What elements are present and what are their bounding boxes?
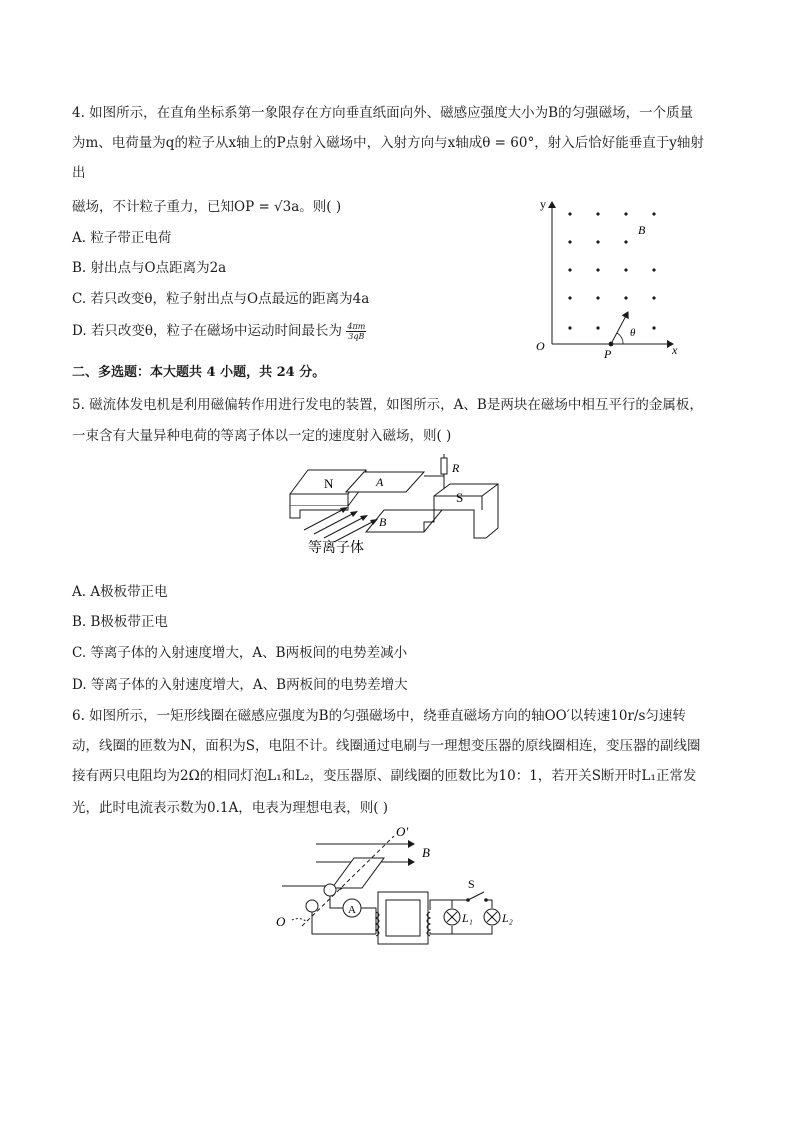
ammeter-label: A [348,904,356,916]
plate-b [366,510,442,532]
q6-figure [272,822,520,952]
resistor-label: R [452,461,460,475]
q4-line-4: 磁场，不计粒子重力，已知OP = √3a。则( ) [72,199,342,215]
q5-option-a: A. A极板带正电 [72,584,168,600]
q5-option-b: B. B极板带正电 [72,614,168,630]
q6-line-1: 6. 如图所示，一矩形线圈在磁感应强度为B的匀强磁场中，绕垂直磁场方向的轴OO′以转速10r/s匀速转 [72,708,686,724]
fraction-numerator: 4πm [347,322,366,331]
q5-figure [284,448,506,554]
q5-line-2: 一束含有大量异种电荷的等离子体以一定的速度射入磁场，则( ) [72,428,452,444]
q4-option-a: A. 粒子带正电荷 [72,230,172,246]
q4-figure [528,192,688,360]
q4-line-2: 为m、电荷量为q的粒子从x轴上的P点射入磁场中，入射方向与x轴成θ = 60°，射入后恰好能垂直于y轴射 [72,135,704,151]
point-p-label: P [604,347,612,360]
q5-option-c: C. 等离子体的入射速度增大，A、B两板间的电势差减小 [72,645,408,661]
q4-option-c: C. 若只改变θ，粒子射出点与O点最远的距离为4a [72,291,370,307]
q4-option-d-text: D. 若只改变θ，粒子在磁场中运动时间最长为 [72,323,343,339]
angle-arc [617,333,623,344]
q5-line-1: 5. 磁流体发电机是利用磁偏转作用进行发电的装置，如图所示，A、B是两块在磁场中相互平行的金属板， [72,397,703,413]
secondary-circuit [430,892,492,934]
switch-label: S [468,877,475,891]
lamp-l2-label: L₂ [502,911,513,925]
lamp-l2 [484,909,500,925]
q6-line-4: 光，此时电流表示数为0.1A，电表为理想电表，则( ) [72,800,389,816]
velocity-arrow [611,312,628,344]
plate-b-label: B [379,515,387,529]
q6-line-2: 动，线圈的匝数为N，面积为S，电阻不计。线圈通过电刷与一理想变压器的原线圈相连，变压器的副线圈 [72,738,701,754]
transformer [376,892,430,944]
plasma-caption: 等离子体 [308,541,364,554]
origin-label: O [536,339,545,353]
q4-option-b: B. 射出点与O点距离为2a [72,260,227,276]
q4-line-1: 4. 如图所示，在直角坐标系第一象限存在方向垂直纸面向外、磁感应强度大小为B的匀强磁场，一个质量 [72,105,694,121]
magnet-n-label: N [324,476,334,491]
plasma-arrows [304,508,376,542]
lamp-l1-label: L₁ [462,911,473,925]
q6-line-3: 接有两只电阻均为2Ω的相同灯泡L₁和L₂，变压器原、副线圈的匝数比为10：1，若开关S断开时L₁正常发 [72,768,697,784]
rotation-arrow [292,919,306,922]
section-2-heading: 二、多选题：本大题共 4 小题，共 24 分。 [72,365,326,380]
field-b-label: B [638,223,646,237]
plasma-arrowheads [340,507,378,525]
q4-option-d [72,322,366,341]
primary-circuit [312,896,376,934]
angle-theta-label: θ [630,327,636,339]
q4-option-d-fraction [346,322,366,341]
x-axis-label: x [672,343,678,357]
magnet-s-label: S [456,490,464,505]
axis-o-label: O [276,914,286,929]
axis-o-prime-label: O′ [396,824,409,839]
q5-option-d: D. 等离子体的入射速度增大，A、B两板间的电势差增大 [72,677,408,693]
q4-line-3: 出 [72,165,86,181]
field-b-label: B [422,845,430,860]
y-axis-label: y [540,197,546,211]
fraction-denominator: 3qB [348,332,365,341]
lamp-l1 [444,909,460,925]
plate-a-label: A [376,475,384,489]
